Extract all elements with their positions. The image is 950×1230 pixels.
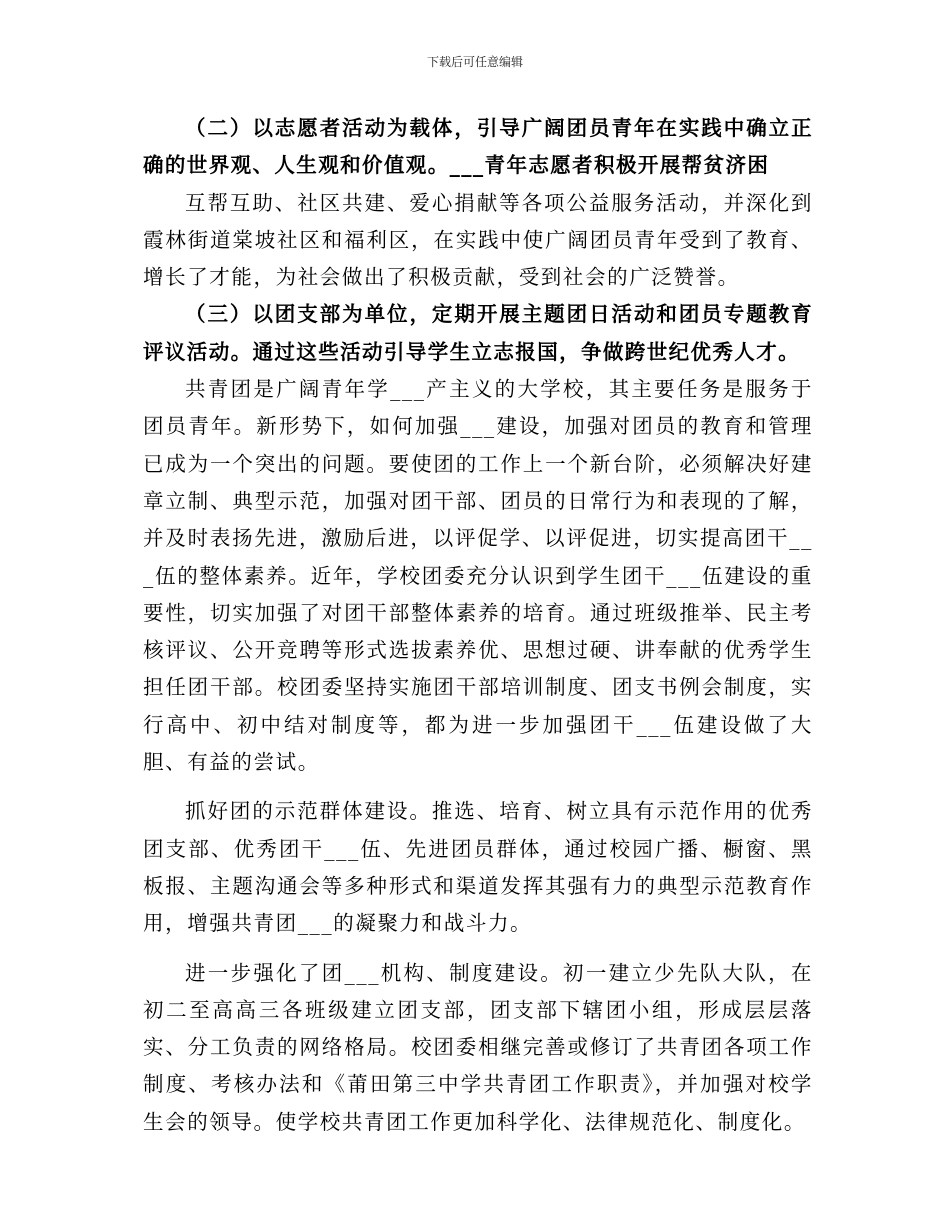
paragraph-model-groups: 抓好团的示范群体建设。推选、培育、树立具有示范作用的优秀团支部、优秀团干___伍、先进团员群体，通过校园广播、橱窗、黑板报、主题沟通会等多种形式和渠道发挥其强有力的典型示范教育作用，增强共青团___的凝聚力和战斗力。 [143, 799, 813, 936]
heading-branch-activities: （三）以团支部为单位，定期开展主题团日活动和团员专题教育评议活动。通过这些活动引导学生立志报国，争做跨世纪优秀人才。 [143, 302, 813, 364]
page-header: 下载后可任意编辑 [426, 55, 523, 69]
document-body [143, 110, 813, 1141]
paragraph-league-cadre-building: 共青团是广阔青年学___产主义的大学校，其主要任务是服务于团员青年。新形势下，如何加强___建设，加强对团员的教育和管理已成为一个突出的问题。要使团的工作上一个新台阶，必须解决好建章立制、典型示范，加强对团干部、团员的日常行为和表现的了解，并及时表扬先进，激励后进，以评促学、以评促进，切实提高团干___伍的整体素养。近年，学校团委充分认识到学生团干___伍建设的重要性，切实加强了对团干部整体素养的培育。通过班级推举、民主考核评议、公开竞聘等形式选拔素养优、思想过硬、讲奉献的优秀学生担任团干部。校团委坚持实施团干部培训制度、团支书例会制度，实行高中、初中结对制度等，都为进一步加强团干___伍建设做了大胆、有益的尝试。 [143, 377, 813, 775]
heading-volunteer-activities: （二）以志愿者活动为载体，引导广阔团员青年在实践中确立正确的世界观、人生观和价值观。___青年志愿者积极开展帮贫济困 [143, 116, 813, 178]
paragraph-public-service: 互帮互助、社区共建、爱心捐献等各项公益服务活动，并深化到霞林街道棠坡社区和福利区，在实践中使广阔团员青年受到了教育、增长了才能，为社会做出了积极贡献，受到社会的广泛赞誉。 [143, 190, 813, 290]
paragraph-organization-system: 进一步强化了团___机构、制度建设。初一建立少先队大队，在初二至高高三各班级建立团支部，团支部下辖团小组，形成层层落实、分工负责的网络格局。校团委相继完善或修订了共青团各项工作制度、考核办法和《莆田第三中学共青团工作职责》，并加强对校学生会的领导。使学校共青团工作更加科学化、法律规范化、制度化。 [143, 960, 813, 1134]
